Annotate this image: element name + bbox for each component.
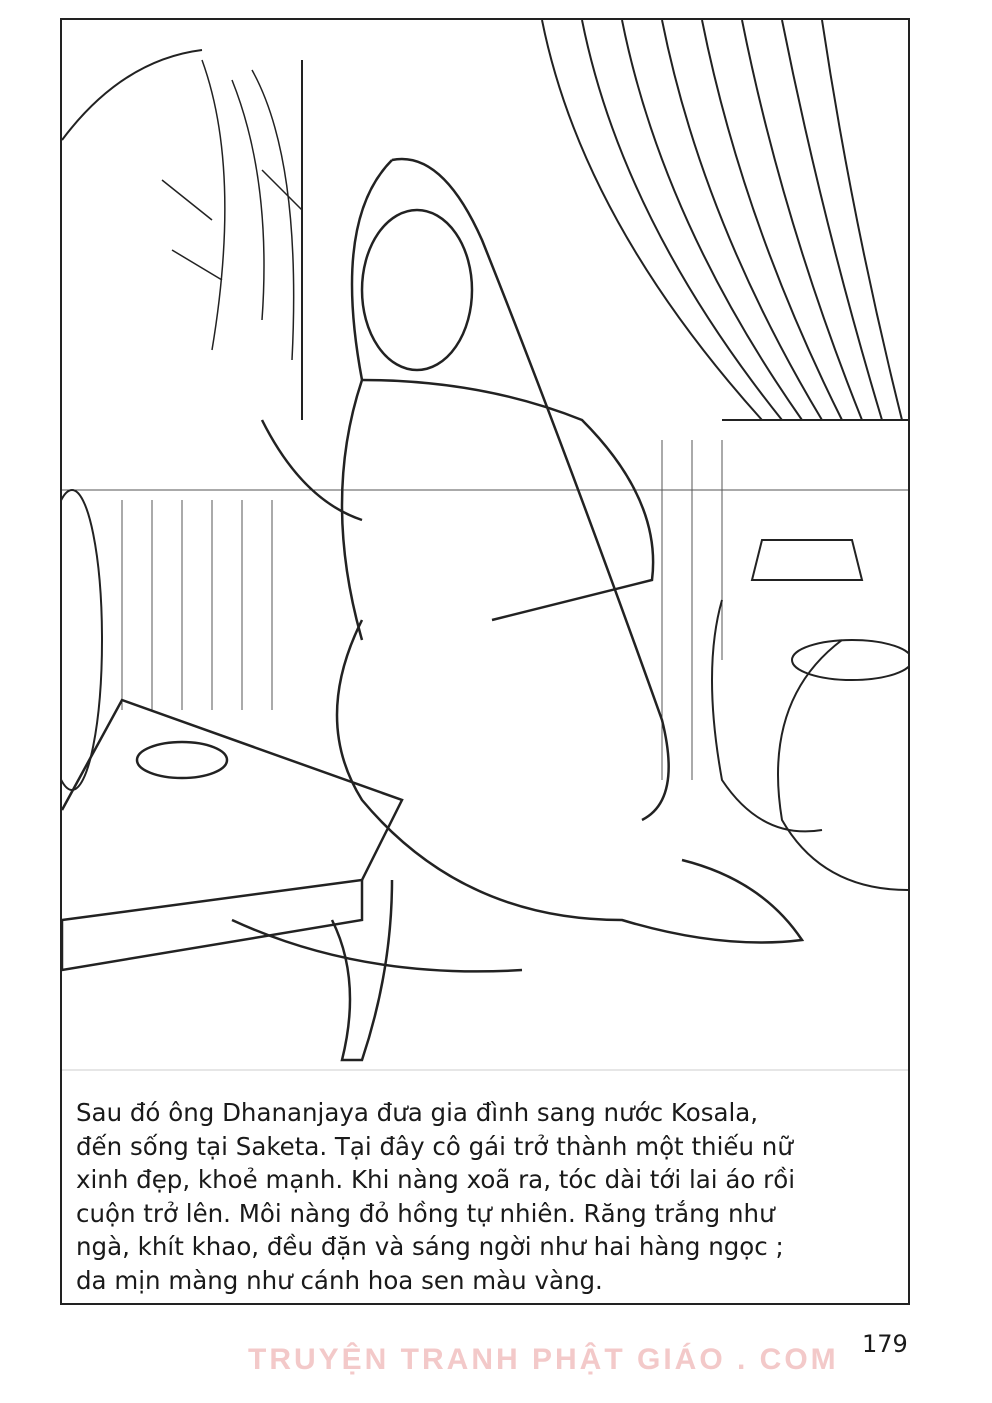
caption-line: da mịn màng như cánh hoa sen màu vàng. <box>76 1265 603 1295</box>
illustration-woman-combing-hair <box>62 20 908 1080</box>
watermark: TRUYỆN TRANH PHẬT GIÁO . COM <box>248 1343 839 1376</box>
caption-text <box>76 1096 906 1297</box>
comic-panel <box>60 18 910 1305</box>
caption-line: xinh đẹp, khoẻ mạnh. Khi nàng xoã ra, tóc dài tới lai áo rồi <box>76 1165 796 1194</box>
small-bowl <box>137 742 227 778</box>
window-arch <box>62 50 202 140</box>
jars <box>712 540 908 890</box>
table <box>62 700 402 1060</box>
caption-line: ngà, khít khao, đều đặn và sáng ngời như hai hàng ngọc ; <box>76 1232 784 1261</box>
page-number: 179 <box>862 1330 908 1358</box>
caption-line: đến sống tại Saketa. Tại đây cô gái trở thành một thiếu nữ <box>76 1131 793 1161</box>
mirror <box>62 490 102 790</box>
caption-line: cuộn trở lên. Môi nàng đỏ hồng tự nhiên. Răng trắng như <box>76 1198 775 1228</box>
hanging-leaves <box>162 60 302 360</box>
caption-line: Sau đó ông Dhananjaya đưa gia đình sang nước Kosala, <box>76 1098 759 1127</box>
curtain <box>542 20 908 420</box>
